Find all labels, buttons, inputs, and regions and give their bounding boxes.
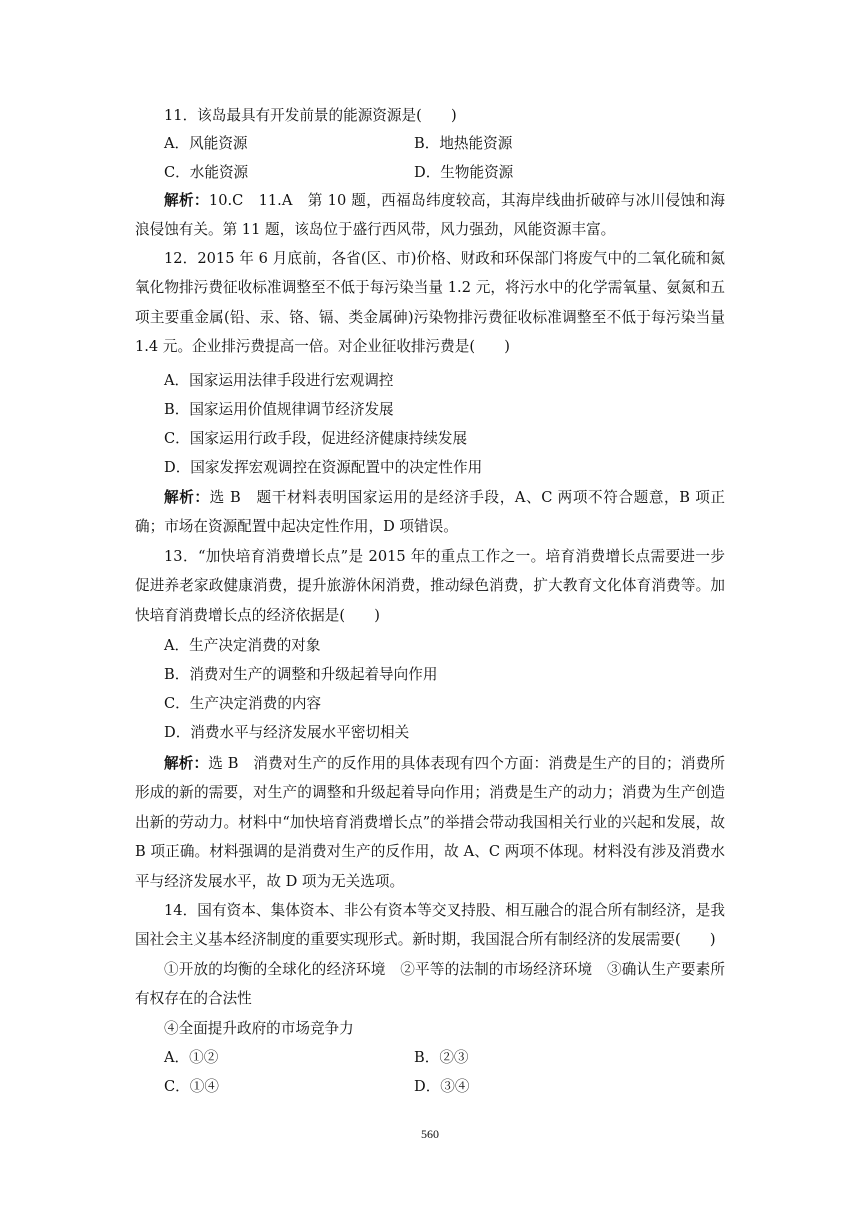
q14-statement-4: ④全面提升政府的市场竞争力: [164, 1020, 354, 1037]
q12-analysis-text: 选 B 题干材料表明国家运用的是经济手段，A、C 两项不符合题意，B 项正确；市场在资源配置中起决定性作用，D 项错误。: [135, 489, 725, 536]
q11-option-c: C．水能资源: [164, 164, 249, 181]
question-11-stem: 11．该岛最具有开发前景的能源资源是( ): [164, 107, 457, 124]
analysis-label: 解析：: [164, 755, 209, 772]
q11-option-a: A．风能资源: [164, 135, 248, 152]
q14-option-c: C．①④: [164, 1078, 219, 1095]
q13-analysis-text: 选 B 消费对生产的反作用的具体表现有四个方面：消费是生产的目的；消费所形成的新的需要，对生产的调整和升级起着导向作用；消费是生产的动力；消费为生产创造出新的劳动力。材料中“加快培育消费增长点”的举措会带动我国相关行业的兴起和发展，故 B 项正确。材料强调的是消费对生产的反作用，故 A、C 两项不体现。材料没有涉及消费水平与经济发展水平，故 D 项为无关选项。: [135, 755, 725, 890]
q12-option-c: C．国家运用行政手段，促进经济健康持续发展: [164, 430, 468, 447]
q13-option-a: A．生产决定消费的对象: [164, 637, 321, 654]
q14-option-a: A．①②: [164, 1049, 219, 1066]
page-number: 560: [421, 1127, 439, 1141]
question-14-stem: 14．国有资本、集体资本、非公有资本等交叉持股、相互融合的混合所有制经济，是我国社会主义基本经济制度的重要实现形式。新时期，我国混合所有制经济的发展需要( ): [135, 902, 725, 949]
q12-analysis: [135, 483, 725, 542]
q11-option-b: B．地热能资源: [414, 135, 513, 152]
analysis-label: 解析：: [164, 489, 210, 506]
q12-option-d: D．国家发挥宏观调控在资源配置中的决定性作用: [164, 459, 483, 476]
q13-option-b: B．消费对生产的调整和升级起着导向作用: [164, 666, 438, 683]
q13-analysis: [135, 749, 725, 896]
q14-option-d: D．③④: [414, 1078, 470, 1095]
q13-option-c: C．生产决定消费的内容: [164, 695, 322, 712]
question-13-stem: 13．“加快培育消费增长点”是 2015 年的重点工作之一。培育消费增长点需要进一步促进养老家政健康消费，提升旅游休闲消费，推动绿色消费，扩大教育文化体育消费等。加快培育消费增长点的经济依据是( ): [135, 548, 725, 624]
q11-analysis: [135, 186, 725, 245]
q11-analysis-text: 10.C 11.A 第 10 题，西福岛纬度较高，其海岸线曲折破碎与冰川侵蚀和海浪侵蚀有关。第 11 题，该岛位于盛行西风带，风力强劲，风能资源丰富。: [135, 192, 725, 239]
analysis-label: 解析：: [164, 192, 209, 209]
question-12-stem: 12．2015 年 6 月底前，各省(区、市)价格、财政和环保部门将废气中的二氧化硫和氮氧化物排污费征收标准调整至不低于每污染当量 1.2 元，将污水中的化学需氧量、氨氮和五项主要重金属(铅、汞、铬、镉、类金属砷)污染物排污费征收标准调整至不低于每污染当量 1.4 元。企业排污费提高一倍。对企业征收排污费是( ): [135, 250, 725, 356]
q11-option-d: D．生物能资源: [414, 164, 514, 181]
q12-option-b: B．国家运用价值规律调节经济发展: [164, 401, 394, 418]
q12-option-a: A．国家运用法律手段进行宏观调控: [164, 372, 394, 389]
q14-statements-1-3: ①开放的均衡的全球化的经济环境 ②平等的法制的市场经济环境 ③确认生产要素所有权存在的合法性: [135, 961, 725, 1008]
q13-option-d: D．消费水平与经济发展水平密切相关: [164, 724, 410, 741]
q14-option-b: B．②③: [414, 1049, 469, 1066]
